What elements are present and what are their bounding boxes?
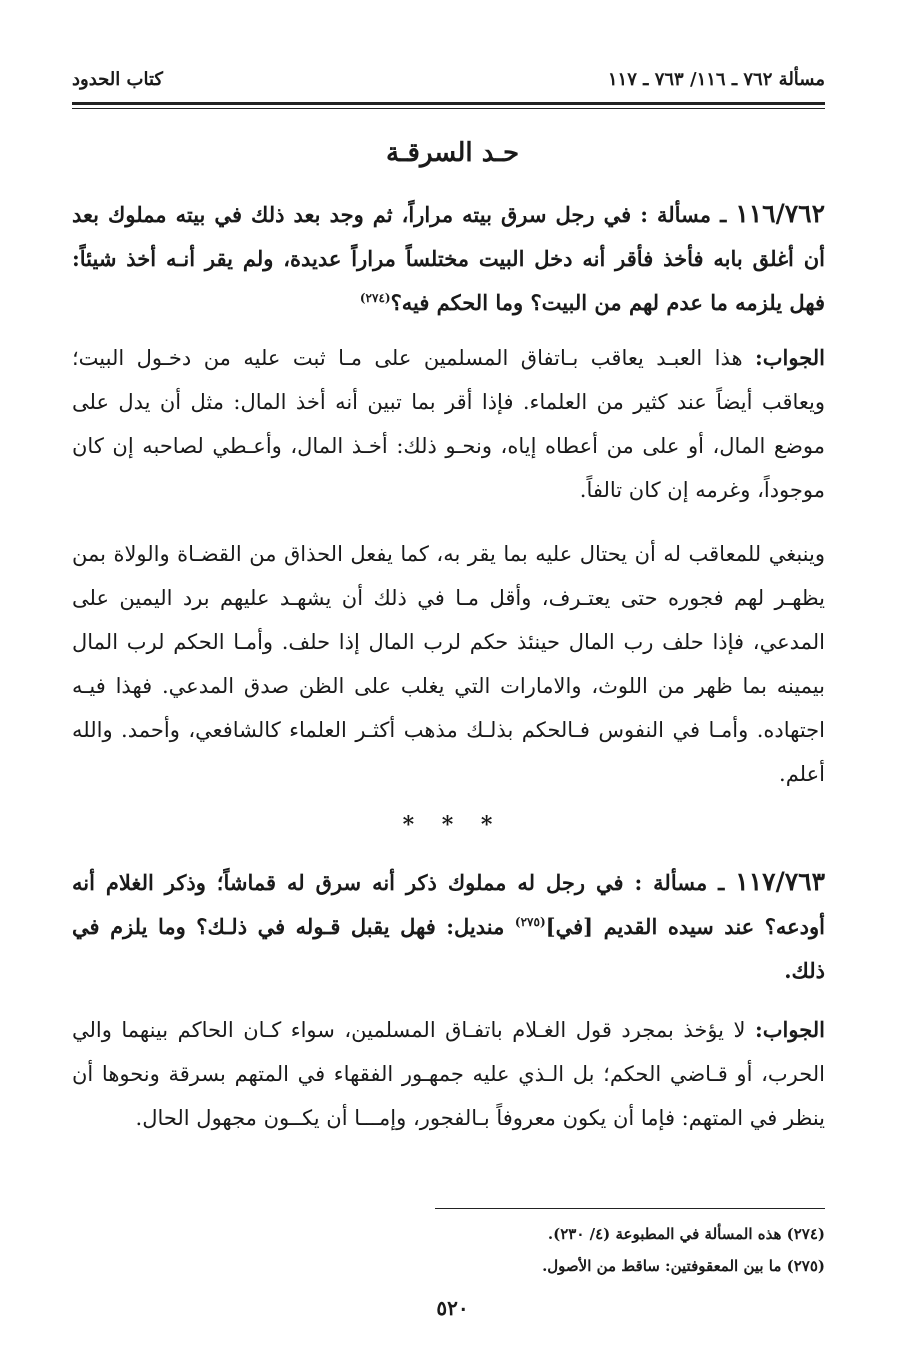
question-2 (72, 860, 825, 993)
footnote-ref-274: (٢٧٤) (359, 291, 391, 305)
question-1 (72, 192, 825, 325)
header-rule-thin (72, 108, 825, 109)
question-2-text-before: في رجل له مملوك ذكر أنه سرق له قماشاً؛ وذكر الغلام أنه أودعه؟ عند سيده القديم [في] (72, 870, 825, 939)
question-2-label: ـ مسألة : (634, 870, 725, 895)
question-1-text: في رجل سرق بيته مراراً، ثم وجد بعد ذلك في بيته مملوك بعد أن أغلق بابه فأخذ فأقر أنه دخل البيت مختلساً مراراً عديدة، ولم يقر أنـه أخذ شيئاً: فهل يلزمه ما عدم لهم من البيت؟ وما الحكم فيه؟ (72, 202, 825, 315)
footnote-274: (٢٧٤) هذه المسألة في المطبوعة (٤/ ٢٣٠). (547, 1225, 825, 1243)
footnote-rule (435, 1208, 825, 1209)
answer-1-continued (72, 532, 825, 796)
answer-2-label: الجواب: (755, 1017, 825, 1042)
running-header (72, 62, 825, 96)
question-2-number: ١١٧/٧٦٣ (735, 867, 825, 896)
footnotes (72, 1218, 825, 1282)
answer-1-continued-text: وينبغي للمعاقب له أن يحتال عليه بما يقر به، كما يفعل الحذاق من القضـاة والولاة بمن يظهـر لهم فجوره حتى يعتـرف، وأقل مـا في ذلك أن يشهـد عليهم برد اليمين على المدعي، فإذا حلف رب المال حينئذ حكم لرب المال إذا حلف. وأمـا الحكم لرب المال بيمينه بما ظهر من اللوث، والامارات التي يغلب على الظن صدق المدعي. فهذا فيـه اجتهاده. وأمـا في النفوس فـالحكم بذلـك مذهب أكثـر العلماء كالشافعي، وأحمد. والله أعلم. (72, 542, 825, 786)
answer-1 (72, 336, 825, 512)
header-book-title: كتاب الحدود (72, 68, 163, 90)
question-1-label: ـ مسألة : (640, 202, 727, 227)
answer-2 (72, 1008, 825, 1140)
header-rule-thick (72, 102, 825, 105)
footnote-ref-275: (٢٧٥) (514, 915, 546, 929)
answer-2-text: لا يؤخذ بمجرد قول الغـلام باتفـاق المسلمين، سواء كـان الحاكم بينهما والي الحرب، أو قـاضي الحكم؛ بل الـذي عليه جمهـور الفقهاء في المتهم بسرقة ونحوها أن ينظر في المتهم: فإما أن يكون معروفاً بـالفجور، وإمـــا أن يكــون مجهول الحال. (72, 1018, 825, 1130)
answer-1-label: الجواب: (755, 345, 825, 370)
question-1-number: ١١٦/٧٦٢ (735, 199, 826, 228)
page-number: ٥٢٠ (436, 1296, 469, 1320)
answer-1-text: هذا العبـد يعاقب بـاتفاق المسلمين على مـا ثبت عليه من دخـول البيت؛ ويعاقب أيضاً عند كثير من العلماء. فإذا أقر بما تبين أنه أخذ المال: مثل أن يدل على موضع المال، أو على من أعطاه إياه، ونحـو ذلك: أخـذ المال، وأعـطي لصاحبه إن كان موجوداً، وغرمه إن كان تالفاً. (72, 346, 825, 502)
section-separator: * * * (402, 812, 503, 838)
section-title: حـد السرقـة (385, 138, 520, 168)
question-2-text-after: منديل: فهل يقبل قـوله في ذلـك؟ وما يلزم في ذلك. (72, 914, 825, 983)
header-issue-range: مسألة ٧٦٢ ـ ١١٦/ ٧٦٣ ـ ١١٧ (607, 68, 825, 90)
footnote-275: (٢٧٥) ما بين المعقوفتين: ساقط من الأصول. (542, 1257, 825, 1275)
